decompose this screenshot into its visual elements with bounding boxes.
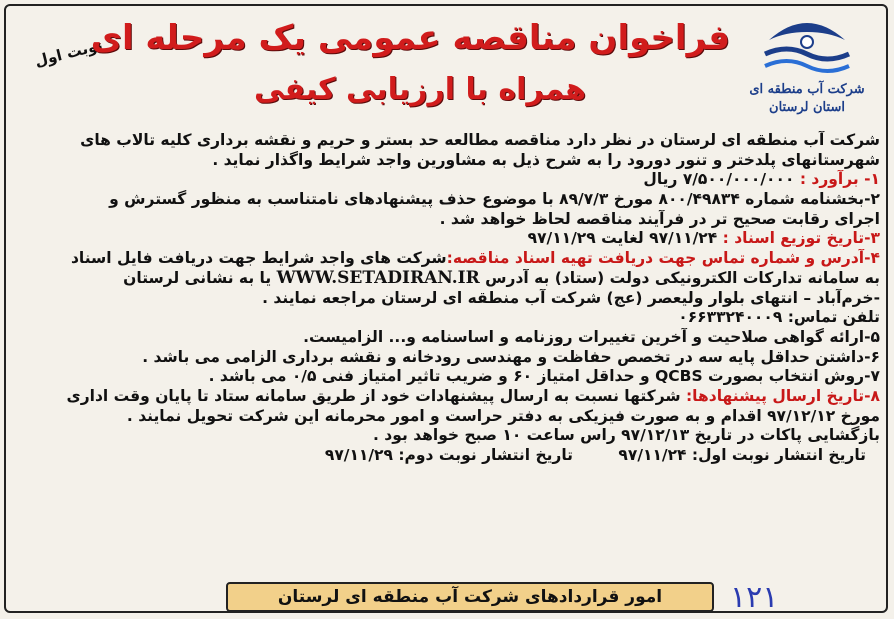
item-7: [14, 367, 880, 387]
phone-value: ۰۶۶۳۳۲۴۰۰۰۹: [678, 308, 783, 327]
company-logo: [742, 10, 872, 120]
round-label: نوبت اول: [32, 35, 105, 71]
distribution-row: [14, 229, 880, 249]
publish-second-value: ۹۷/۱۱/۲۹: [324, 446, 393, 464]
address-text-1: شرکت های واجد شرایط جهت دریافت فایل اسناد: [70, 249, 447, 268]
notice-body: [14, 131, 880, 466]
notice-title: فراخوان مناقصه عمومی یک مرحله ای: [90, 18, 730, 58]
item-7-text-a: ۷-روش انتخاب بصورت: [708, 367, 880, 386]
address-row-2: [14, 269, 880, 289]
circular-line-1: ۲-بخشنامه شماره ۸۰۰/۴۹۸۳۴ مورخ ۸۹/۷/۳ با موضوع حذف پیشنهادهای نامتناسب به منظور گسترش و: [109, 190, 880, 209]
address-row-3: -خرم‌آباد – انتهای بلوار ولیعصر (عج) شرکت آب منطقه ای لرستان مراجعه نمایند .: [262, 288, 880, 307]
item-6: ۶-داشتن حداقل پایه سه در تخصص حفاظت و مهندسی رودخانه و نقشه برداری الزامی می باشد .: [142, 347, 880, 366]
reference-code: ۱۲۱: [730, 580, 779, 615]
estimate-value: ۷/۵۰۰/۰۰۰/۰۰۰ ریال: [643, 170, 795, 189]
distribution-value: ۹۷/۱۱/۲۴ لغایت ۹۷/۱۱/۲۹: [527, 229, 718, 248]
publish-first-value: ۹۷/۱۱/۲۴: [618, 446, 687, 464]
submission-text-1: شرکتها نسبت به ارسال پیشنهادات خود از طریق سامانه ستاد تا پایان وقت اداری: [66, 386, 681, 405]
footer-contracts-bar: امور قراردادهای شرکت آب منطقه ای لرستان: [226, 582, 714, 612]
phone-label: تلفن تماس:: [787, 308, 880, 327]
selection-method: QCBS: [655, 367, 703, 386]
estimate-label: ۱- برآورد :: [799, 170, 880, 189]
logo-province: استان لرستان: [769, 100, 845, 115]
publish-second-label: تاریخ انتشار نوبت دوم:: [398, 446, 573, 464]
intro-line-1: شرکت آب منطقه ای لرستان در نظر دارد مناقصه مطالعه حد بستر و حریم و نقشه برداری کلیه تالاب های: [80, 131, 880, 149]
address-label: ۴-آدرس و شماره تماس جهت دریافت تهیه اسناد مناقصه:: [446, 249, 880, 268]
intro-line-2: شهرستانهای پلدختر و تنور دورود را به شرح ذیل به مشاورین واجد شرایط واگذار نماید .: [212, 150, 880, 169]
item-7-text-b: و حداقل امتیاز ۶۰ و ضریب تاثیر امتیاز فنی ۰/۵ می باشد .: [208, 367, 650, 386]
submission-label: ۸-تاریخ ارسال پیشنهادها:: [685, 386, 880, 405]
distribution-label: ۳-تاریخ توزیع اسناد :: [722, 229, 880, 248]
address-row-1: [14, 249, 880, 269]
publish-first-label: تاریخ انتشار نوبت اول:: [691, 446, 866, 464]
item-5: ۵-ارائه گواهی صلاحیت و آخرین تغییرات روزنامه و اساسنامه و... الزامیست.: [303, 327, 880, 346]
notice-subtitle: همراه با ارزیابی کیفی: [253, 72, 587, 107]
phone-row: [14, 308, 880, 328]
water-drop-logo-icon: [759, 10, 855, 80]
address-text-2a: به سامانه تدارکات الکترونیکی دولت (ستاد) به آدرس: [485, 268, 880, 287]
opening-row: بازگشایی پاکات در تاریخ ۹۷/۱۲/۱۳ راس ساعت ۱۰ صبح خواهد بود .: [373, 426, 880, 445]
estimate-row: [14, 170, 880, 190]
address-text-2b: یا به نشانی لرستان: [123, 268, 272, 287]
setad-website-link[interactable]: WWW.SETADIRAN.IR: [276, 268, 480, 288]
publish-dates-row: [14, 446, 880, 466]
circular-line-2: اجرای رقابت صحیح تر در فرآیند مناقصه لحاظ خواهد شد .: [439, 209, 880, 228]
logo-company-name: شرکت آب منطقه ای: [749, 82, 865, 97]
submission-row-1: [14, 387, 880, 407]
submission-row-2: مورخ ۹۷/۱۲/۱۲ اقدام و به صورت فیزیکی به دفتر حراست و امور محرمانه این شرکت تحویل نمایند .: [126, 406, 880, 425]
